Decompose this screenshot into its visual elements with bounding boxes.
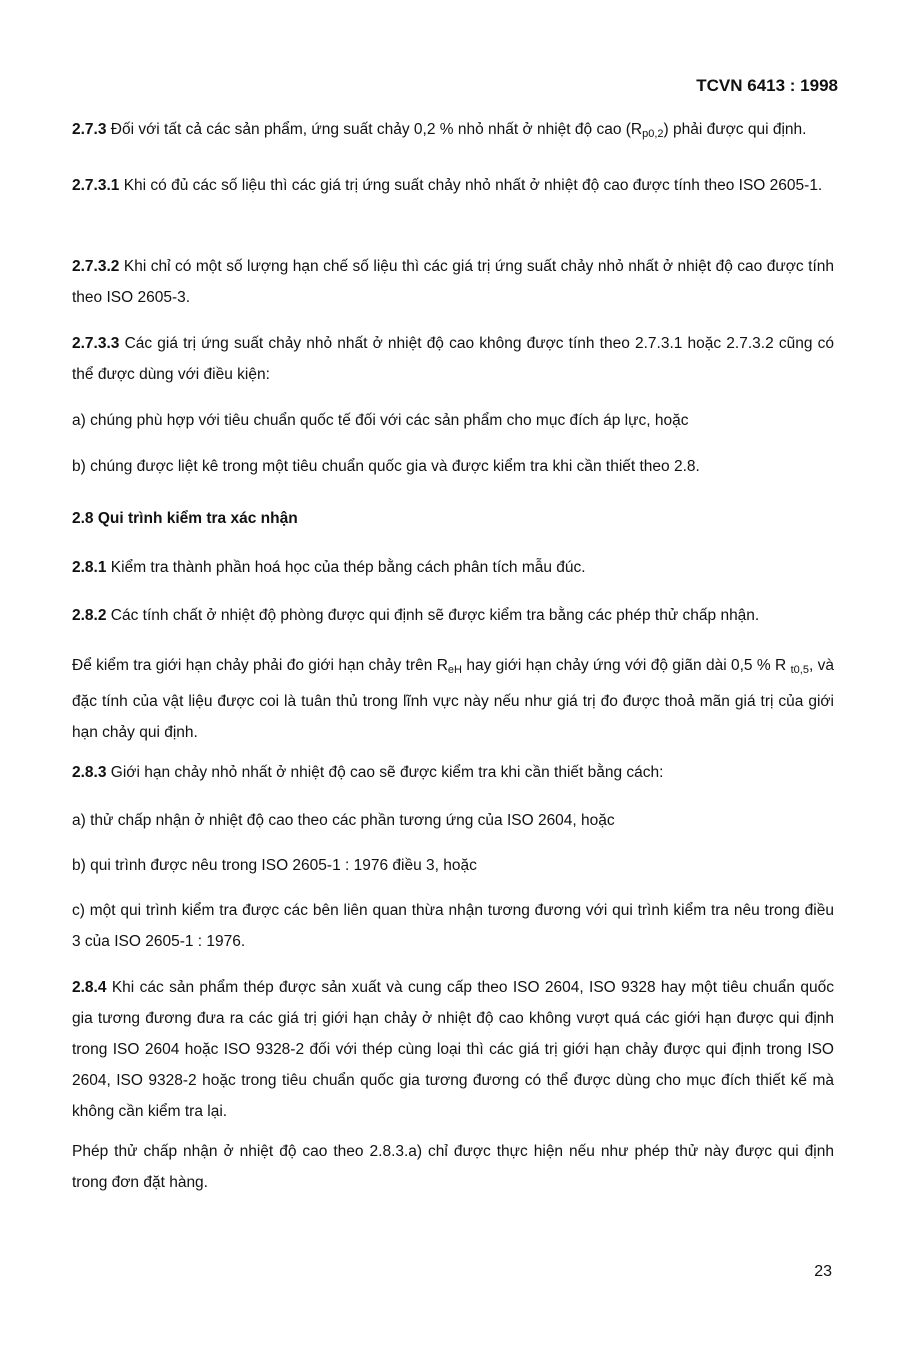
yield-test-paragraph	[72, 650, 834, 748]
list-item-b: b) chúng được liệt kê trong một tiêu chuẩn quốc gia và được kiểm tra khi cần thiết theo 2.8.	[72, 458, 700, 475]
clause-text: Các tính chất ở nhiệt độ phòng được qui định sẽ được kiểm tra bằng các phép thử chấp nhận.	[110, 607, 760, 624]
clause-2-8-4	[72, 972, 834, 1127]
subscript-t05: t0,5	[790, 664, 809, 676]
clause-number: 2.8.2	[72, 607, 107, 624]
clause-number: 2.7.3.1	[72, 177, 120, 194]
clause-number: 2.8.1	[72, 559, 107, 576]
list-item-c: c) một qui trình kiểm tra được các bên liên quan thừa nhận tương đương với qui trình kiểm tra nêu trong điều 3 của ISO 2605-1 : 1976.	[72, 902, 834, 950]
paragraph-text-3: , và đặc tính của vật liệu được coi là tuân thủ trong lĩnh vực này nếu như giá trị đo được thoả mãn giá trị của giới hạn chảy qui định.	[72, 657, 834, 741]
list-item-a: a) thử chấp nhận ở nhiệt độ cao theo các phần tương ứng của ISO 2604, hoặc	[72, 812, 615, 829]
list-item-a: a) chúng phù hợp với tiêu chuẩn quốc tế đối với các sản phẩm cho mục đích áp lực, hoặc	[72, 412, 689, 429]
clause-2-8-2	[72, 600, 834, 631]
paragraph-text-2: hay giới hạn chảy ứng với độ giãn dài 0,5 % R	[461, 657, 791, 674]
clause-text: Khi có đủ các số liệu thì các giá trị ứng suất chảy nhỏ nhất ở nhiệt độ cao được tính theo ISO 2605-1.	[123, 177, 823, 194]
clause-number: 2.7.3.2	[72, 258, 120, 275]
clause-2-7-3-3	[72, 328, 834, 390]
document-header: TCVN 6413 : 1998	[696, 76, 838, 95]
clause-number: 2.7.3	[72, 121, 107, 138]
clause-2-8-1	[72, 552, 834, 583]
page-number: 23	[814, 1263, 832, 1280]
clause-text-sub: p0,2	[642, 128, 664, 140]
clause-2-8-3	[72, 757, 834, 788]
final-paragraph: Phép thử chấp nhận ở nhiệt độ cao theo 2.8.3.a) chỉ được thực hiện nếu như phép thử này được qui định trong đơn đặt hàng.	[72, 1143, 834, 1191]
clause-2-7-3-1	[72, 170, 834, 201]
clause-text: Kiểm tra thành phần hoá học của thép bằng cách phân tích mẫu đúc.	[110, 559, 586, 576]
clause-text: Khi chỉ có một số lượng hạn chế số liệu thì các giá trị ứng suất chảy nhỏ nhất ở nhiệt độ cao được tính theo ISO 2605-3.	[72, 258, 834, 306]
clause-text-pre: Đối với tất cả các sản phẩm, ứng suất chảy 0,2 % nhỏ nhất ở nhiệt độ cao (R	[110, 121, 643, 138]
list-item-b: b) qui trình được nêu trong ISO 2605-1 : 1976 điều 3, hoặc	[72, 857, 477, 874]
clause-text: Khi các sản phẩm thép được sản xuất và cung cấp theo ISO 2604, ISO 9328 hay một tiêu chuẩn quốc gia tương đương đưa ra các giá trị giới hạn chảy ở nhiệt độ cao không vượt quá các giới hạn được qui định trong ISO 2604 hoặc ISO 9328-2 đối với thép cùng loại thì các giá trị giới hạn chảy được qui định trong ISO 2604, ISO 9328-2 hoặc trong tiêu chuẩn quốc gia tương đương có thể được dùng cho mục đích thiết kế mà không cần kiểm tra lại.	[72, 979, 834, 1120]
clause-number: 2.8.3	[72, 764, 107, 781]
subscript-eh: eH	[447, 664, 462, 676]
clause-2-7-3	[72, 114, 834, 150]
clause-number: 2.8.4	[72, 979, 107, 996]
clause-text: Giới hạn chảy nhỏ nhất ở nhiệt độ cao sẽ được kiểm tra khi cần thiết bằng cách:	[110, 764, 664, 781]
clause-text-post: ) phải được qui định.	[663, 121, 807, 138]
paragraph-text-1: Để kiểm tra giới hạn chảy phải đo giới hạn chảy trên R	[72, 657, 448, 674]
clause-number: 2.7.3.3	[72, 335, 120, 352]
clause-text: Các giá trị ứng suất chảy nhỏ nhất ở nhiệt độ cao không được tính theo 2.7.3.1 hoặc 2.7.3.2 cũng có thể được dùng với điều kiện:	[72, 335, 834, 383]
clause-2-7-3-2	[72, 251, 834, 313]
section-heading-2-8: 2.8 Qui trình kiểm tra xác nhận	[72, 510, 298, 527]
